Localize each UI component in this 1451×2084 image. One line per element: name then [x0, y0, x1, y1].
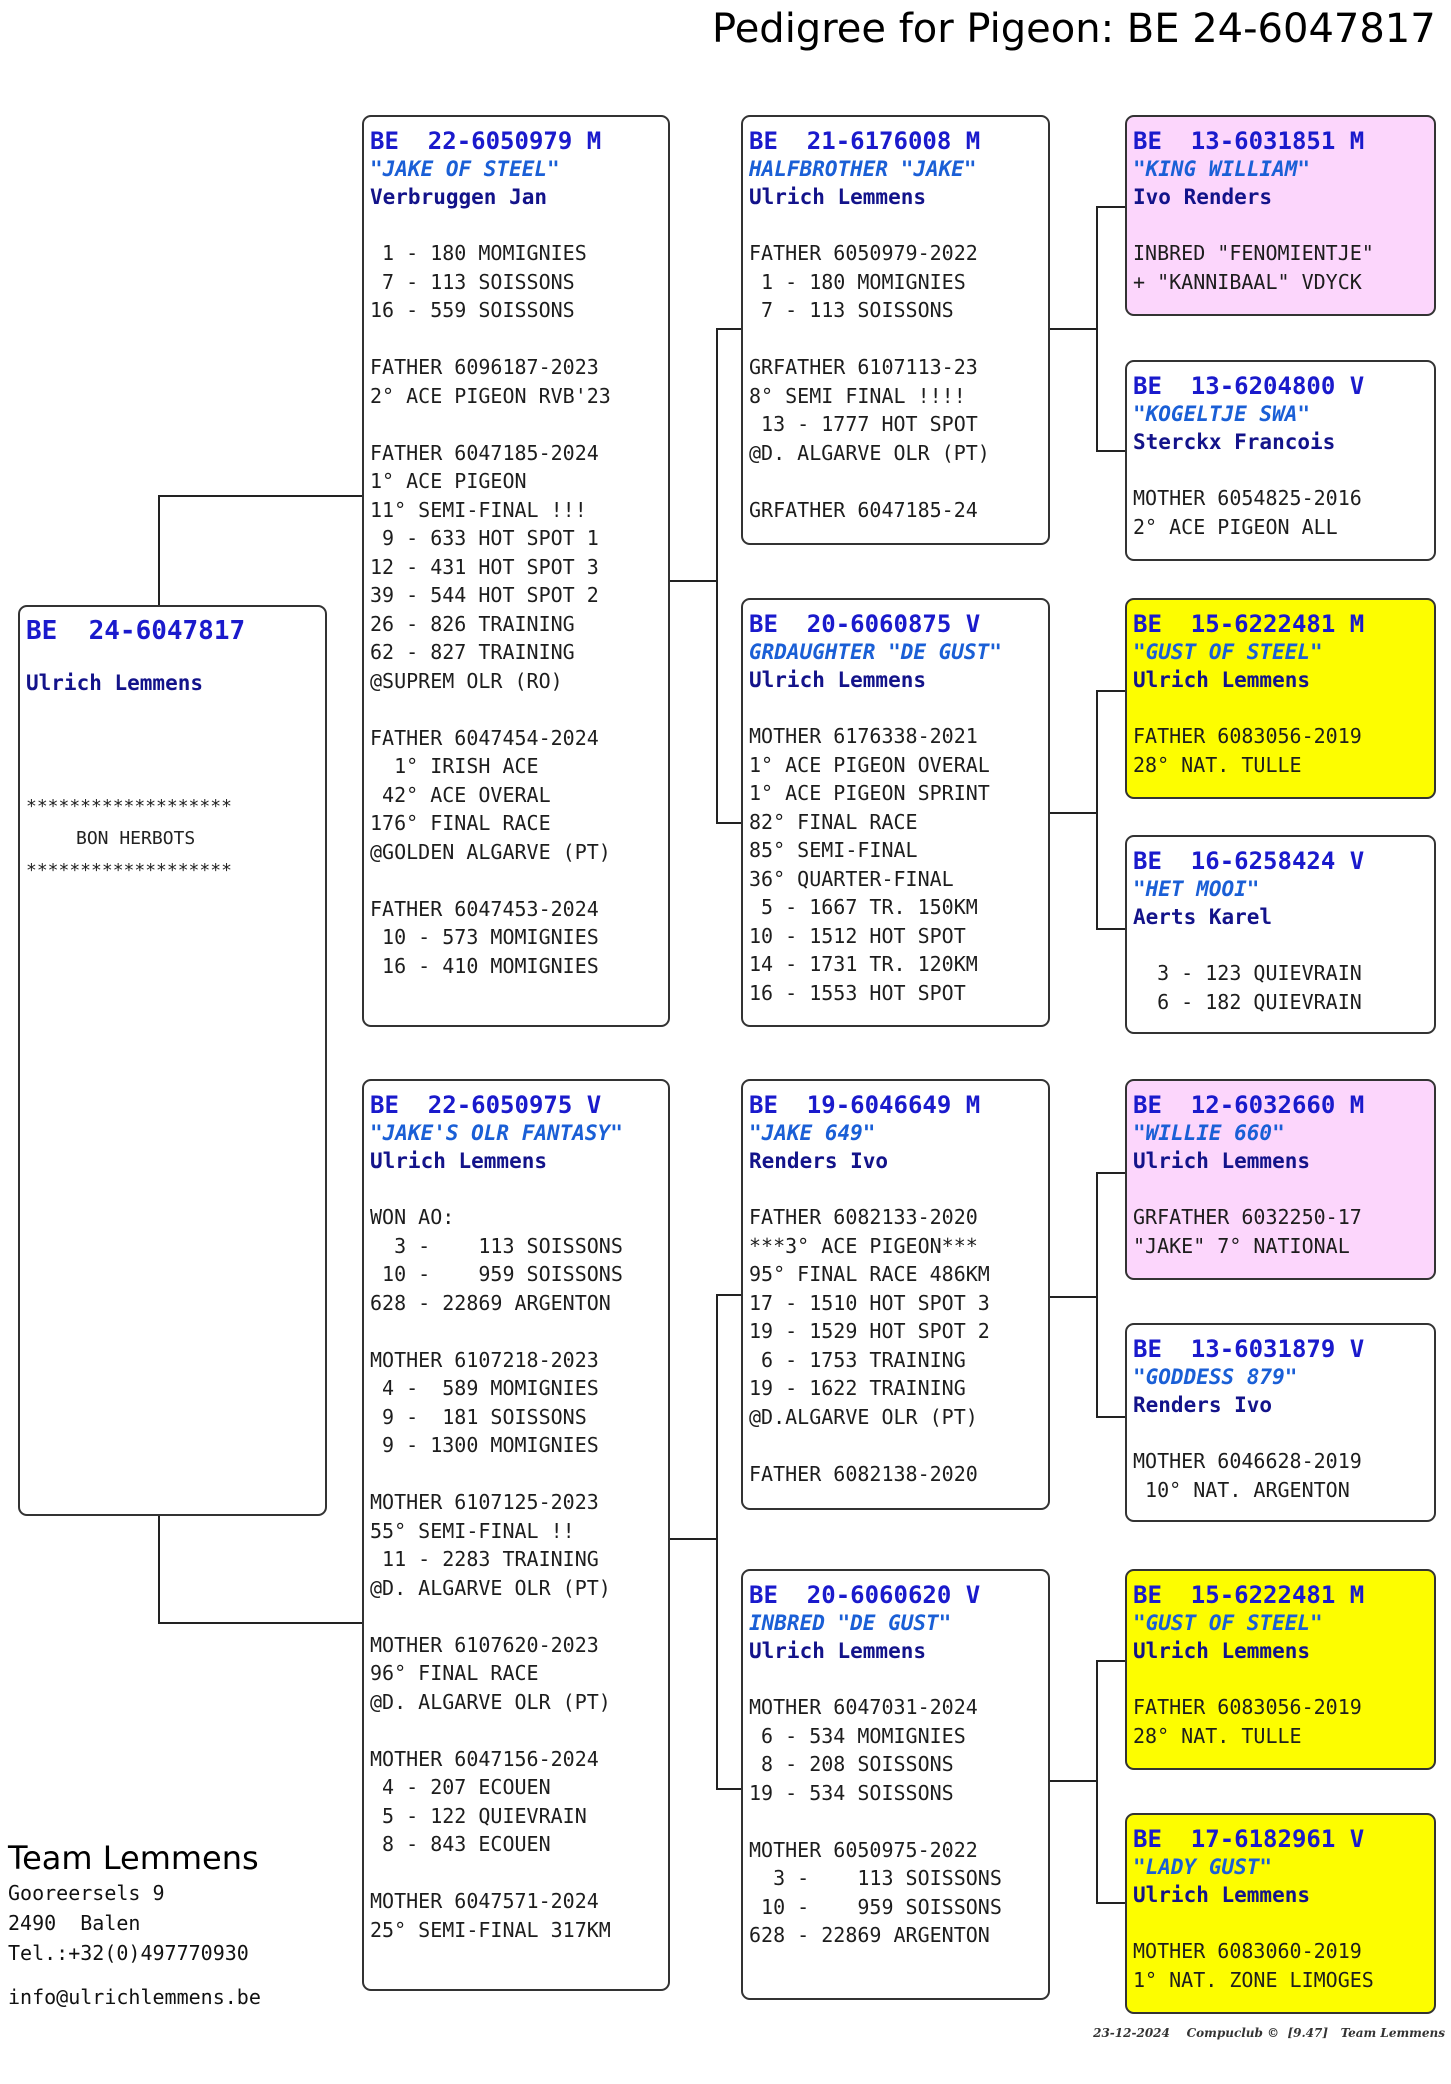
results-text: WON AO: 3 - 113 SOISSONS 10 - 959 SOISSONS 628 - 22869 ARGENTON MOTHER 6107218-2023 4 - 589 MOMIGNIES 9 - 181 SOISSONS 9 - 1300 MOMIGNIES MOTHER 6107125-2023 55° SEMI-FINAL !! 11 - 2283 TRAINING @D. ALGARVE OLR (PT) MOTHER 6107620-2023 96° FINAL RACE @D. ALGARVE OLR (PT) MOTHER 6047156-2024 4 - 207 ECOUEN 5 - 122 QUIEVRAIN 8 - 843 ECOUEN MOTHER 6047571-2024 25° SEMI-FINAL 317KM [370, 1205, 623, 1942]
owner-name: Ulrich Lemmens [749, 185, 927, 209]
results-text: INBRED "FENOMIENTJE" + "KANNIBAAL" VDYCK [1133, 241, 1374, 294]
pigeon-nickname: "GUST OF STEEL" [1133, 640, 1323, 664]
page-title: Pedigree for Pigeon: BE 24-6047817 [712, 6, 1436, 52]
subject-pigeon-card [18, 605, 327, 1516]
results-text: MOTHER 6046628-2019 10° NAT. ARGENTON [1133, 1449, 1362, 1502]
results-text: FATHER 6082133-2020 ***3° ACE PIGEON*** 95° FINAL RACE 486KM 17 - 1510 HOT SPOT 3 19 - 1529 HOT SPOT 2 6 - 1753 TRAINING 19 - 1622 TRAINING @D.ALGARVE OLR (PT) FATHER 6082138-2020 [749, 1205, 990, 1486]
ring-number: BE 22-6050975 V [370, 1091, 602, 1119]
owner-name: Ulrich Lemmens [26, 671, 204, 695]
owner-name: Ulrich Lemmens [1133, 668, 1311, 692]
connector-line [716, 1788, 742, 1790]
pigeon-nickname: "GUST OF STEEL" [1133, 1611, 1323, 1635]
phone-number: Tel.:+32(0)497770930 [8, 1941, 249, 1965]
owner-name: Ulrich Lemmens [749, 1639, 927, 1663]
footer-credit: 23-12-2024 Compuclub © [9.47] Team Lemmens [1093, 2026, 1445, 2040]
ring-number: BE 17-6182961 V [1133, 1825, 1365, 1853]
results-text: MOTHER 6054825-2016 2° ACE PIGEON ALL [1133, 486, 1362, 539]
connector-line [158, 1514, 160, 1624]
pigeon-nickname: "HET MOOI" [1133, 877, 1260, 901]
results-text: MOTHER 6083060-2019 1° NAT. ZONE LIMOGES [1133, 1939, 1374, 1992]
connector-line [1096, 1172, 1126, 1174]
results-text: 1 - 180 MOMIGNIES 7 - 113 SOISSONS 16 - 559 SOISSONS FATHER 6096187-2023 2° ACE PIGEON RVB'23 FATHER 6047185-2024 1° ACE PIGEON 11° SEMI-FINAL !!! 9 - 633 HOT SPOT 1 12 - 431 HOT SPOT 3 39 - 544 HOT SPOT 2 26 - 826 TRAINING 62 - 827 TRAINING @SUPREM OLR (RO) FATHER 6047454-2024 1° IRISH ACE 42° ACE OVERAL 176° FINAL RACE @GOLDEN ALGARVE (PT) FATHER 6047453-2024 10 - 573 MOMIGNIES 16 - 410 MOMIGNIES [370, 241, 611, 978]
granddam-paternal-card [741, 598, 1050, 1027]
ring-number: BE 13-6204800 V [1133, 372, 1365, 400]
pigeon-nickname: "GODDESS 879" [1133, 1365, 1298, 1389]
connector-line [716, 328, 742, 330]
pigeon-nickname: HALFBROTHER "JAKE" [749, 157, 977, 181]
owner-name: Ulrich Lemmens [749, 668, 927, 692]
ring-number: BE 16-6258424 V [1133, 847, 1365, 875]
results-text: 3 - 123 QUIEVRAIN 6 - 182 QUIEVRAIN [1157, 961, 1362, 1014]
stars-divider: ******************* [26, 860, 232, 881]
pigeon-nickname: "KOGELTJE SWA" [1133, 402, 1311, 426]
connector-line [1048, 1780, 1098, 1782]
great-grandparent-card [1125, 115, 1436, 316]
dam-card [362, 1079, 670, 1991]
pigeon-nickname: INBRED "DE GUST" [749, 1611, 952, 1635]
pigeon-nickname: "WILLIE 660" [1133, 1121, 1285, 1145]
connector-line [1096, 206, 1126, 208]
owner-name: Ulrich Lemmens [370, 1149, 548, 1173]
connector-line [1096, 1660, 1098, 1904]
connector-line [716, 328, 718, 824]
ring-number: BE 21-6176008 M [749, 127, 981, 155]
pigeon-nickname: "JAKE 649" [749, 1121, 876, 1145]
connector-line [1096, 690, 1098, 930]
team-name: Team Lemmens [8, 1839, 259, 1877]
connector-line [1096, 206, 1098, 452]
connector-line [716, 1294, 718, 1790]
sire-card [362, 115, 670, 1027]
great-grandparent-card [1125, 835, 1436, 1034]
results-text: GRFATHER 6032250-17 "JAKE" 7° NATIONAL [1133, 1205, 1362, 1258]
connector-line [1096, 1172, 1098, 1418]
connector-line [158, 495, 160, 605]
great-grandparent-card [1125, 360, 1436, 561]
ring-number: BE 24-6047817 [26, 616, 246, 646]
great-grandparent-card [1125, 1079, 1436, 1280]
results-text: MOTHER 6176338-2021 1° ACE PIGEON OVERAL 1° ACE PIGEON SPRINT 82° FINAL RACE 85° SEMI-FINAL 36° QUARTER-FINAL 5 - 1667 TR. 150KM 10 - 1512 HOT SPOT 14 - 1731 TR. 120KM 16 - 1553 HOT SPOT [749, 724, 990, 1005]
connector-line [668, 580, 718, 582]
connector-line [1096, 1416, 1126, 1418]
grandsire-paternal-card [741, 115, 1050, 545]
ring-number: BE 20-6060875 V [749, 610, 981, 638]
results-text: MOTHER 6047031-2024 6 - 534 MOMIGNIES 8 - 208 SOISSONS 19 - 534 SOISSONS MOTHER 6050975-2022 3 - 113 SOISSONS 10 - 959 SOISSONS 628 - 22869 ARGENTON [749, 1695, 1002, 1947]
owner-name: Aerts Karel [1133, 905, 1273, 929]
ring-number: BE 20-6060620 V [749, 1581, 981, 1609]
owner-name: Ivo Renders [1133, 185, 1273, 209]
connector-line [1048, 1296, 1098, 1298]
results-text: FATHER 6083056-2019 28° NAT. TULLE [1133, 724, 1362, 777]
pigeon-nickname: "KING WILLIAM" [1133, 157, 1311, 181]
connector-line [1096, 450, 1126, 452]
ring-number: BE 13-6031851 M [1133, 127, 1365, 155]
grandsire-maternal-card [741, 1079, 1050, 1510]
ring-number: BE 19-6046649 M [749, 1091, 981, 1119]
owner-name: Ulrich Lemmens [1133, 1883, 1311, 1907]
ring-number: BE 12-6032660 M [1133, 1091, 1365, 1119]
great-grandparent-card [1125, 1569, 1436, 1770]
owner-name: Renders Ivo [1133, 1393, 1273, 1417]
email-address[interactable]: info@ulrichlemmens.be [8, 1985, 261, 2009]
connector-line [158, 495, 364, 497]
owner-name: Sterckx Francois [1133, 430, 1336, 454]
pigeon-nickname: GRDAUGHTER "DE GUST" [749, 640, 1002, 664]
connector-line [668, 1538, 718, 1540]
connector-line [716, 1294, 742, 1296]
great-grandparent-card [1125, 598, 1436, 799]
ring-number: BE 15-6222481 M [1133, 610, 1365, 638]
pigeon-nickname: "JAKE OF STEEL" [370, 157, 560, 181]
connector-line [1048, 328, 1098, 330]
address-city: 2490 Balen [8, 1911, 141, 1935]
owner-name: Renders Ivo [749, 1149, 889, 1173]
connector-line [1048, 812, 1098, 814]
ring-number: BE 22-6050979 M [370, 127, 602, 155]
connector-line [1096, 1902, 1126, 1904]
owner-name: Ulrich Lemmens [1133, 1149, 1311, 1173]
connector-line [158, 1622, 364, 1624]
connector-line [1096, 928, 1126, 930]
results-text: FATHER 6050979-2022 1 - 180 MOMIGNIES 7 - 113 SOISSONS GRFATHER 6107113-23 8° SEMI FINAL !!!! 13 - 1777 HOT SPOT @D. ALGARVE OLR (PT) GRFATHER 6047185-24 [749, 241, 990, 522]
owner-name: Verbruggen Jan [370, 185, 548, 209]
granddam-maternal-card [741, 1569, 1050, 2000]
pigeon-nickname: "LADY GUST" [1133, 1855, 1273, 1879]
pigeon-nickname: "JAKE'S OLR FANTASY" [370, 1121, 623, 1145]
connector-line [716, 822, 742, 824]
address-street: Gooreersels 9 [8, 1881, 165, 1905]
results-text: FATHER 6083056-2019 28° NAT. TULLE [1133, 1695, 1362, 1748]
ring-number: BE 15-6222481 M [1133, 1581, 1365, 1609]
owner-name: Ulrich Lemmens [1133, 1639, 1311, 1663]
pigeon-name: BON HERBOTS [76, 828, 196, 849]
connector-line [1096, 1660, 1126, 1662]
contact-block [8, 1838, 261, 2012]
ring-number: BE 13-6031879 V [1133, 1335, 1365, 1363]
great-grandparent-card [1125, 1323, 1436, 1522]
stars-divider: ******************* [26, 796, 232, 817]
connector-line [1096, 690, 1126, 692]
great-grandparent-card [1125, 1813, 1436, 2014]
